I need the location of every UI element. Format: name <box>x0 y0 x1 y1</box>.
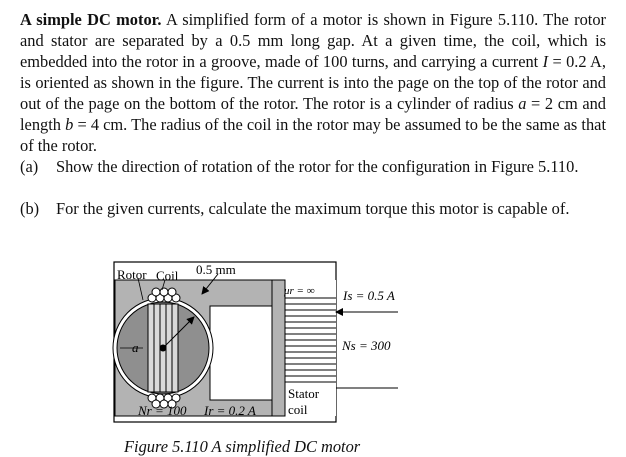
rotor-label: Rotor <box>117 267 147 282</box>
ir-label: Ir = 0.2 A <box>204 403 256 418</box>
ns-label: Ns = 300 <box>342 338 391 353</box>
question-a-text: Show the direction of rotation of the rotor for the configuration in Figure 5.110. <box>56 157 579 176</box>
question-b-text: For the given currents, calculate the maximum torque this motor is capable of. <box>56 199 570 218</box>
radius-symbol: a <box>518 94 527 113</box>
stator-yoke <box>272 280 285 416</box>
problem-text-3: = 2 cm and length <box>20 94 606 134</box>
problem-text-1: A simplified form of a motor is shown in Figure 5.110. The rotor and stator are separated by a 0.5 mm long gap. At a given time, the coil, which is embedded into the rotor in a groove, made of 100 turns, and carrying a current <box>20 10 606 71</box>
stator-coil-label: coil <box>288 402 308 417</box>
nr-label: Nr = 100 <box>138 403 187 418</box>
length-symbol: b <box>65 115 74 134</box>
problem-text-2: = 0.2 A, is oriented as shown in the figure. The current is into the page on the top of the rotor and out of the page on the bottom of the rotor. The rotor is a cylinder of radius <box>20 52 606 113</box>
current-symbol: I <box>542 52 549 71</box>
figure-caption: Figure 5.110 A simplified DC motor <box>124 437 361 456</box>
coil-conductors-top <box>148 288 180 302</box>
coil-label: Coil <box>156 268 179 283</box>
is-label: Is = 0.5 A <box>343 288 395 303</box>
problem-statement <box>20 9 606 156</box>
problem-text-4: = 4 cm. The radius of the coil in the rotor may be assumed to be the same as that of the rotor. <box>20 115 606 155</box>
a-label: a <box>132 340 139 355</box>
problem-title: A simple DC motor. <box>20 10 162 29</box>
question-b-label: (b) <box>20 199 40 218</box>
motor-figure <box>110 258 440 428</box>
stator-label: Stator <box>288 386 320 401</box>
gap-label: 0.5 mm <box>196 262 236 277</box>
mu-label: μr = ∞ <box>284 285 315 297</box>
question-a-label: (a) <box>20 157 39 176</box>
